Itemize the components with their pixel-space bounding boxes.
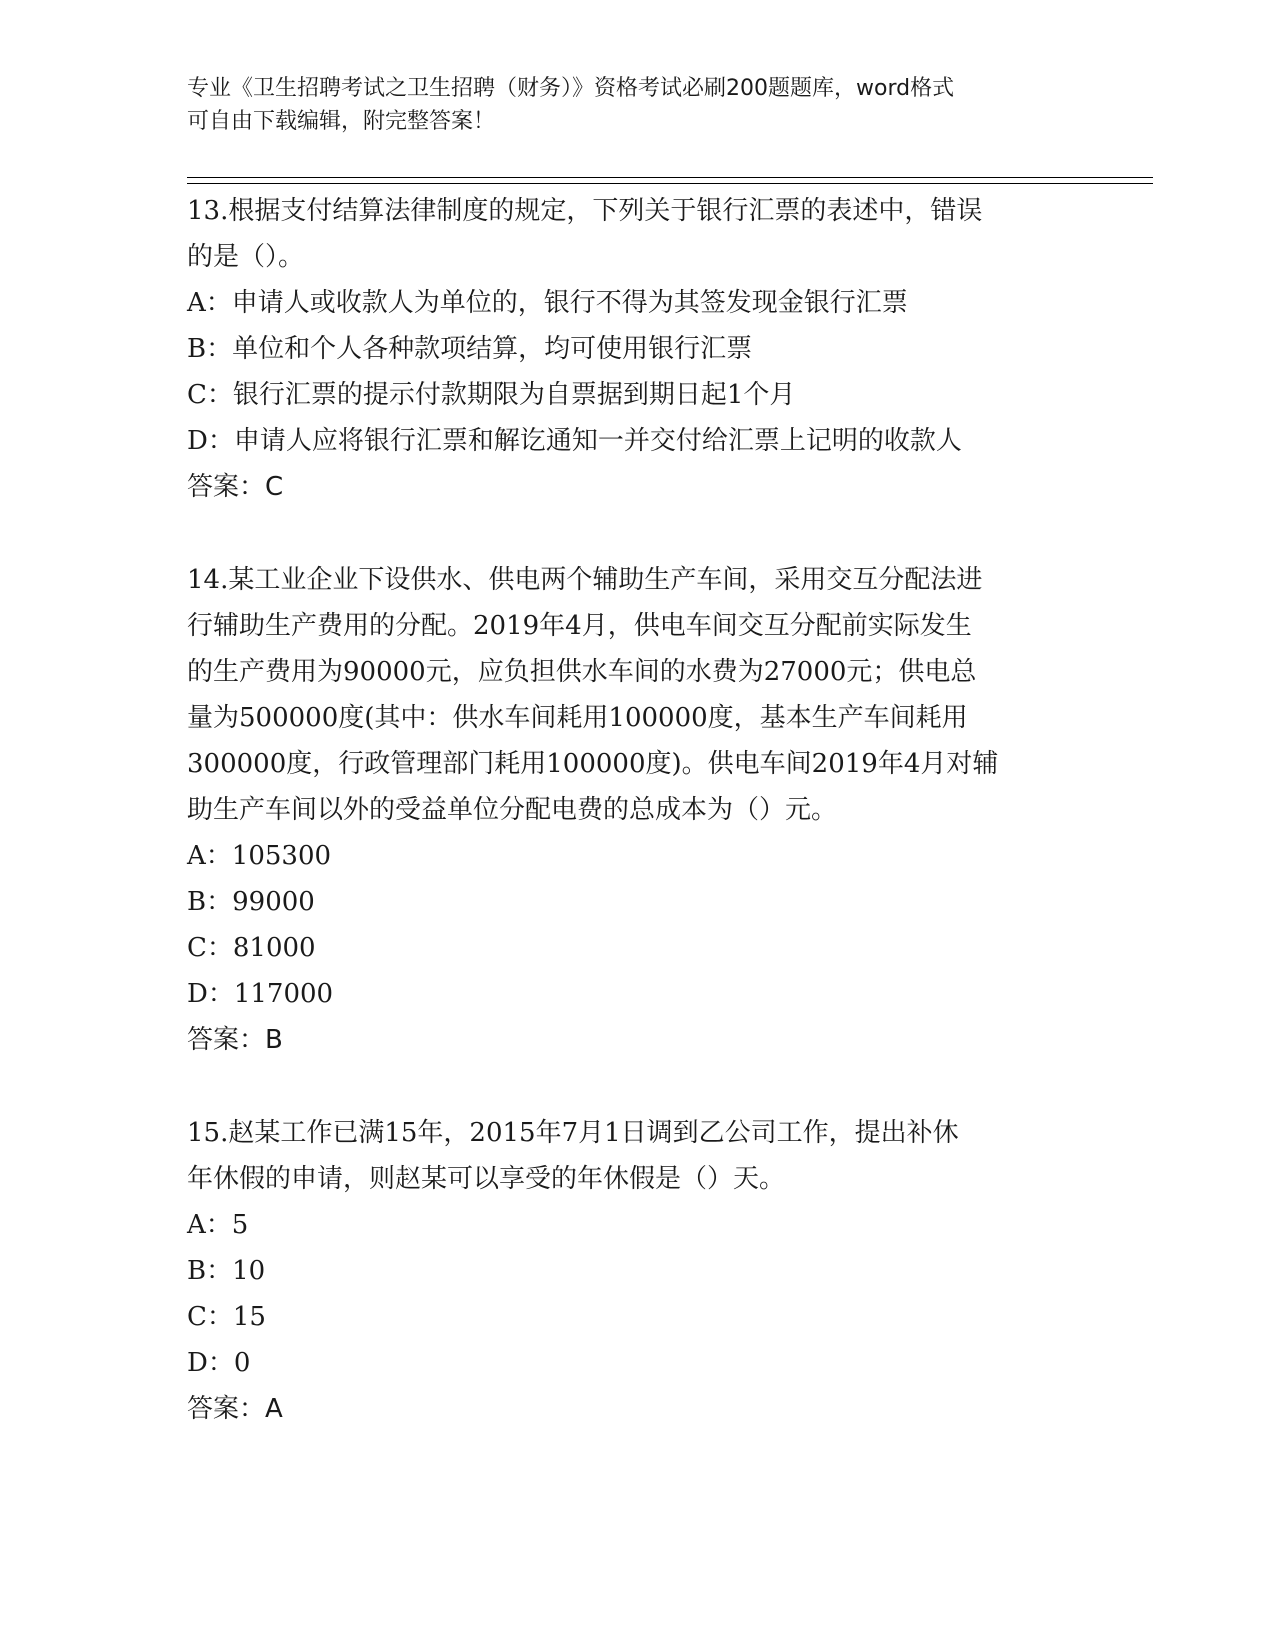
header-title-line-1: 专业《卫生招聘考试之卫生招聘（财务）》资格考试必刷200题题库，word格式 <box>187 76 955 101</box>
answer-label: 答案：C <box>187 472 284 502</box>
question-15 <box>187 1110 1087 1432</box>
header-divider-bottom <box>187 183 1153 184</box>
question-stem-line: 300000度，行政管理部门耗用100000度)。供电车间2019年4月对辅 <box>187 749 999 779</box>
question-stem-line: 13.根据支付结算法律制度的规定，下列关于银行汇票的表述中，错误 <box>187 196 983 226</box>
option-b: B：单位和个人各种款项结算，均可使用银行汇票 <box>187 334 753 364</box>
option-b: B：10 <box>187 1256 266 1286</box>
option-c: C：15 <box>187 1302 266 1332</box>
option-d: D：117000 <box>187 979 334 1009</box>
option-a: A：105300 <box>187 841 332 871</box>
option-d: D：0 <box>187 1348 251 1378</box>
option-a: A：5 <box>187 1210 249 1240</box>
answer-label: 答案：B <box>187 1025 283 1055</box>
question-stem-line: 的是（）。 <box>187 242 305 272</box>
question-stem-line: 量为500000度(其中：供水车间耗用100000度，基本生产车间耗用 <box>187 703 968 733</box>
answer-label: 答案：A <box>187 1394 283 1424</box>
option-d: D：申请人应将银行汇票和解讫通知一并交付给汇票上记明的收款人 <box>187 426 962 456</box>
question-stem-line: 助生产车间以外的受益单位分配电费的总成本为（）元。 <box>187 795 838 825</box>
question-stem-line: 行辅助生产费用的分配。2019年4月，供电车间交互分配前实际发生 <box>187 611 972 641</box>
header-title-line-2: 可自由下载编辑，附完整答案！ <box>187 109 496 134</box>
option-a: A：申请人或收款人为单位的，银行不得为其签发现金银行汇票 <box>187 288 908 318</box>
question-stem-line: 14.某工业企业下设供水、供电两个辅助生产车间，采用交互分配法进 <box>187 565 983 595</box>
option-c: C：81000 <box>187 933 316 963</box>
option-c: C：银行汇票的提示付款期限为自票据到期日起1个月 <box>187 380 796 410</box>
header-divider-top <box>187 177 1153 178</box>
question-stem-line: 年休假的申请，则赵某可以享受的年休假是（）天。 <box>187 1164 786 1194</box>
option-b: B：99000 <box>187 887 315 917</box>
question-13 <box>187 188 1087 510</box>
question-stem-line: 的生产费用为90000元，应负担供水车间的水费为27000元；供电总 <box>187 657 977 687</box>
document-header <box>187 72 1067 138</box>
question-stem-line: 15.赵某工作已满15年，2015年7月1日调到乙公司工作，提出补休 <box>187 1118 959 1148</box>
question-14 <box>187 557 1087 1063</box>
